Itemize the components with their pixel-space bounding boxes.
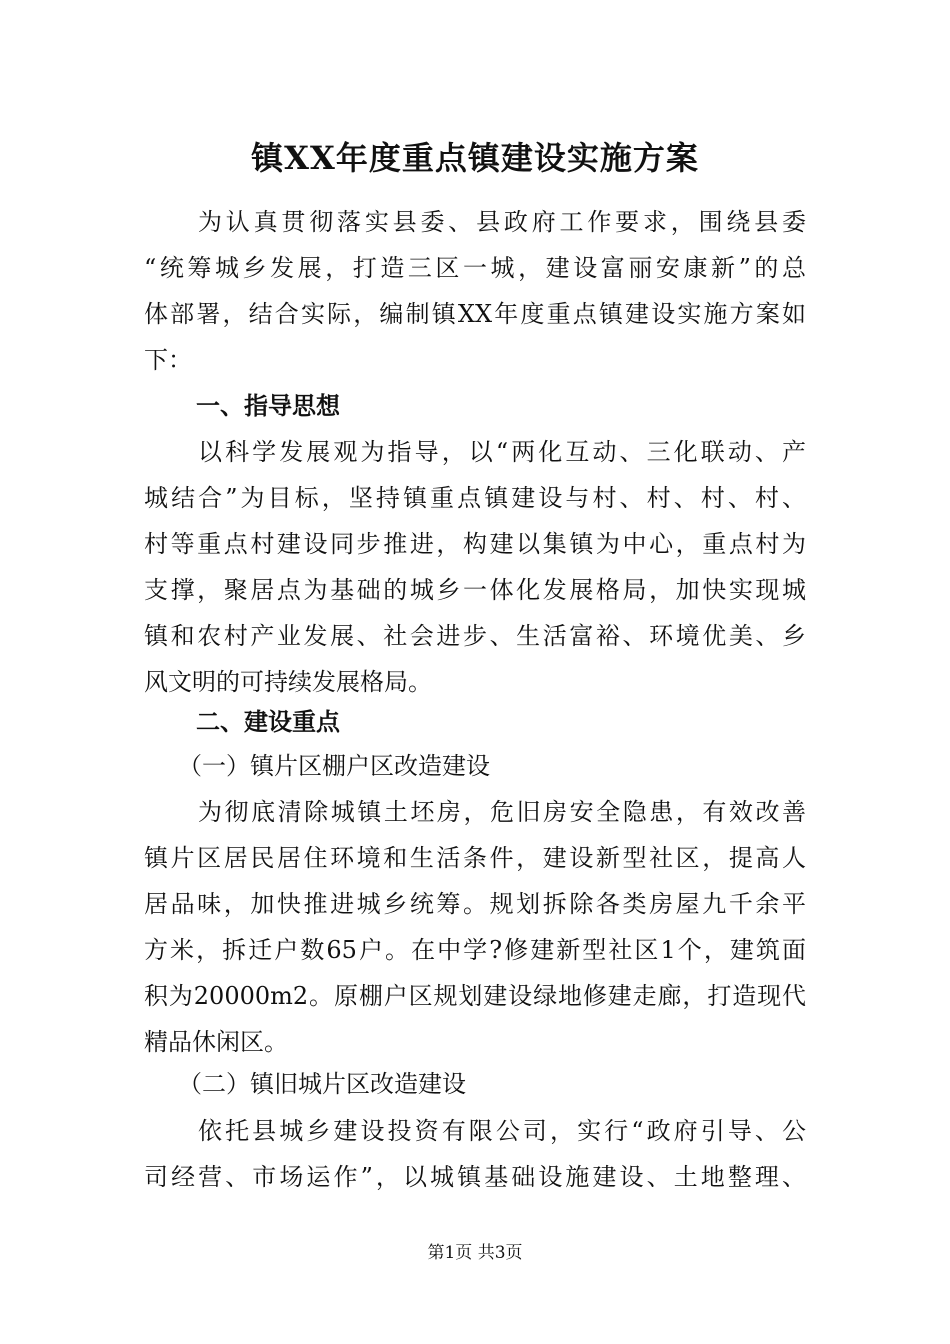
body-line: 积为20000m2。原棚户区规划建设绿地修建走廊，打造现代: [144, 982, 806, 1010]
intro-line: 下：: [144, 346, 192, 374]
intro-line: 为认真贯彻落实县委、县政府工作要求，围绕县委: [198, 208, 806, 236]
subsection-heading-old-town: （二）镇旧城片区改造建设: [178, 1070, 466, 1098]
body-line: 依托县城乡建设投资有限公司，实行“政府引导、公: [198, 1117, 806, 1145]
body-line: 镇片区居民居住环境和生活条件，建设新型社区，提高人: [144, 844, 806, 872]
body-line: 以科学发展观为指导，以“两化互动、三化联动、产: [198, 438, 806, 466]
body-line: 村等重点村建设同步推进，构建以集镇为中心，重点村为: [144, 530, 806, 558]
body-line: 镇和农村产业发展、社会进步、生活富裕、环境优美、乡: [144, 622, 806, 650]
body-line: 风文明的可持续发展格局。: [144, 668, 432, 696]
page-number-footer: 第1页 共3页: [427, 1243, 523, 1263]
body-line: 居品味，加快推进城乡统筹。规划拆除各类房屋九千余平: [144, 890, 806, 918]
body-line: 方米，拆迁户数65户。在中学?修建新型社区1个，建筑面: [144, 936, 806, 964]
body-line: 支撑，聚居点为基础的城乡一体化发展格局，加快实现城: [144, 576, 806, 604]
section-heading-guiding-ideology: 一、指导思想: [196, 392, 340, 420]
document-title: 镇XX年度重点镇建设实施方案: [251, 139, 699, 177]
body-line: 精品休闲区。: [144, 1028, 288, 1056]
body-line: 城结合”为目标，坚持镇重点镇建设与村、村、村、村、: [144, 484, 806, 512]
subsection-heading-shantytown: （一）镇片区棚户区改造建设: [178, 752, 490, 780]
body-line: 为彻底清除城镇土坯房，危旧房安全隐患，有效改善: [198, 798, 806, 826]
section-heading-construction-focus: 二、建设重点: [196, 708, 340, 736]
body-line: 司经营、市场运作”，以城镇基础设施建设、土地整理、: [144, 1163, 806, 1191]
intro-line: 体部署，结合实际，编制镇XX年度重点镇建设实施方案如: [144, 300, 806, 328]
intro-line: “统筹城乡发展，打造三区一城，建设富丽安康新”的总: [144, 254, 806, 282]
